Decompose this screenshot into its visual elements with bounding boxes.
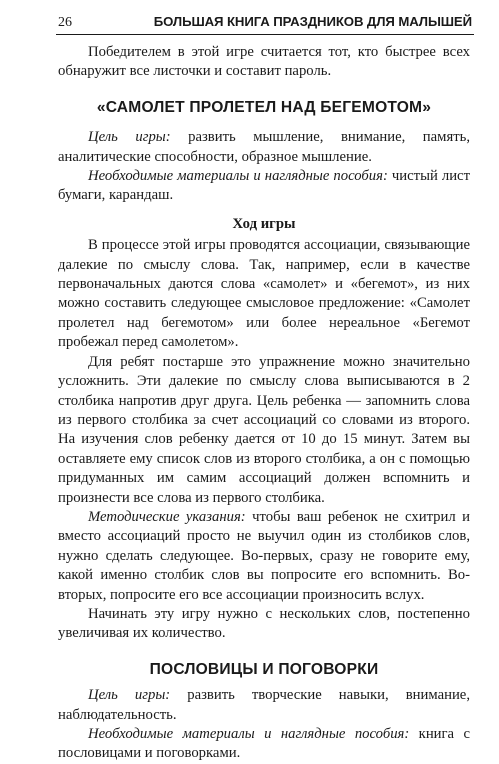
- game-goal-paragraph: [58, 128, 470, 167]
- materials-label: Необходимые материалы и наглядные пособия:: [88, 168, 388, 185]
- goal-label: Цель игры:: [88, 129, 171, 146]
- materials-text: чистый лист бумаги, карандаш.: [58, 168, 470, 204]
- method-label: Методические указания:: [88, 508, 246, 525]
- book-title: БОЛЬШАЯ КНИГА ПРАЗДНИКОВ ДЛЯ МАЛЫШЕЙ: [153, 14, 472, 29]
- proverbs-title: ПОСЛОВИЦЫ И ПОГОВОРКИ: [149, 660, 379, 678]
- game-materials-paragraph: [58, 167, 470, 206]
- method-paragraph: [58, 508, 470, 605]
- course-heading: Ход игры: [232, 215, 296, 232]
- course-paragraph: В процессе этой игры проводятся ассоциации, связывающие далекие по смыслу слова. Так, например, если в качестве первоначальных даются слова «самолет» и «бегемот», из них можно составить следующее смысловое предложение: «Самолет пролетел над бегемотом» или более нереальное «Бегемот пробежал перед самолетом».: [58, 237, 470, 351]
- game-title: «САМОЛЕТ ПРОЛЕТЕЛ НАД БЕГЕМОТОМ»: [96, 98, 432, 116]
- proverbs-goal-paragraph: [58, 686, 470, 725]
- intro-paragraph: Победителем в этой игре считается тот, кто быстрее всех обнаружит все листочки и составит пароль.: [58, 44, 470, 80]
- page-number: 26: [58, 15, 72, 30]
- proverbs-goal-text: развить творческие навыки, внимание, наблюдательность.: [58, 687, 470, 723]
- proverbs-materials-text: книга с пословицами и поговорками.: [58, 726, 470, 762]
- closing-paragraph: Начинать эту игру нужно с нескольких слов, постепенно увеличивая их количество.: [58, 605, 470, 642]
- proverbs-materials-paragraph: [58, 725, 470, 764]
- proverbs-goal-label: Цель игры:: [88, 687, 171, 704]
- method-text: чтобы ваш ребенок не схитрил и вместо ассоциаций просто не выучил один из столбиков слов, нужно сделать следующее. Во-первых, сразу не говорите ему, какой именно столбик слов вы попросите его вспомнить. Во-вторых, попросите его все ассоциации произносить вслух.: [58, 508, 470, 603]
- page-content: [58, 43, 470, 764]
- course-paragraph: Для ребят постарше это упражнение можно значительно усложнить. Эти далекие по смыслу слова выписываются в 2 столбика напротив друг друга. Цель ребенка — запомнить слова из первого столбика за счет ассоциаций со словами из второго. На изучения слов ребенку дается от 10 до 15 минут. Затем вы оставляете ему список слов из второго столбика, а он с помощью придуманных им самим ассоциаций должен вспомнить и произнести все слова из первого столбика.: [58, 353, 470, 506]
- proverbs-materials-label: Необходимые материалы и наглядные пособия:: [88, 726, 410, 742]
- goal-text: развить мышление, внимание, память, аналитические способности, образное мышление.: [58, 129, 470, 165]
- running-head: [56, 8, 474, 35]
